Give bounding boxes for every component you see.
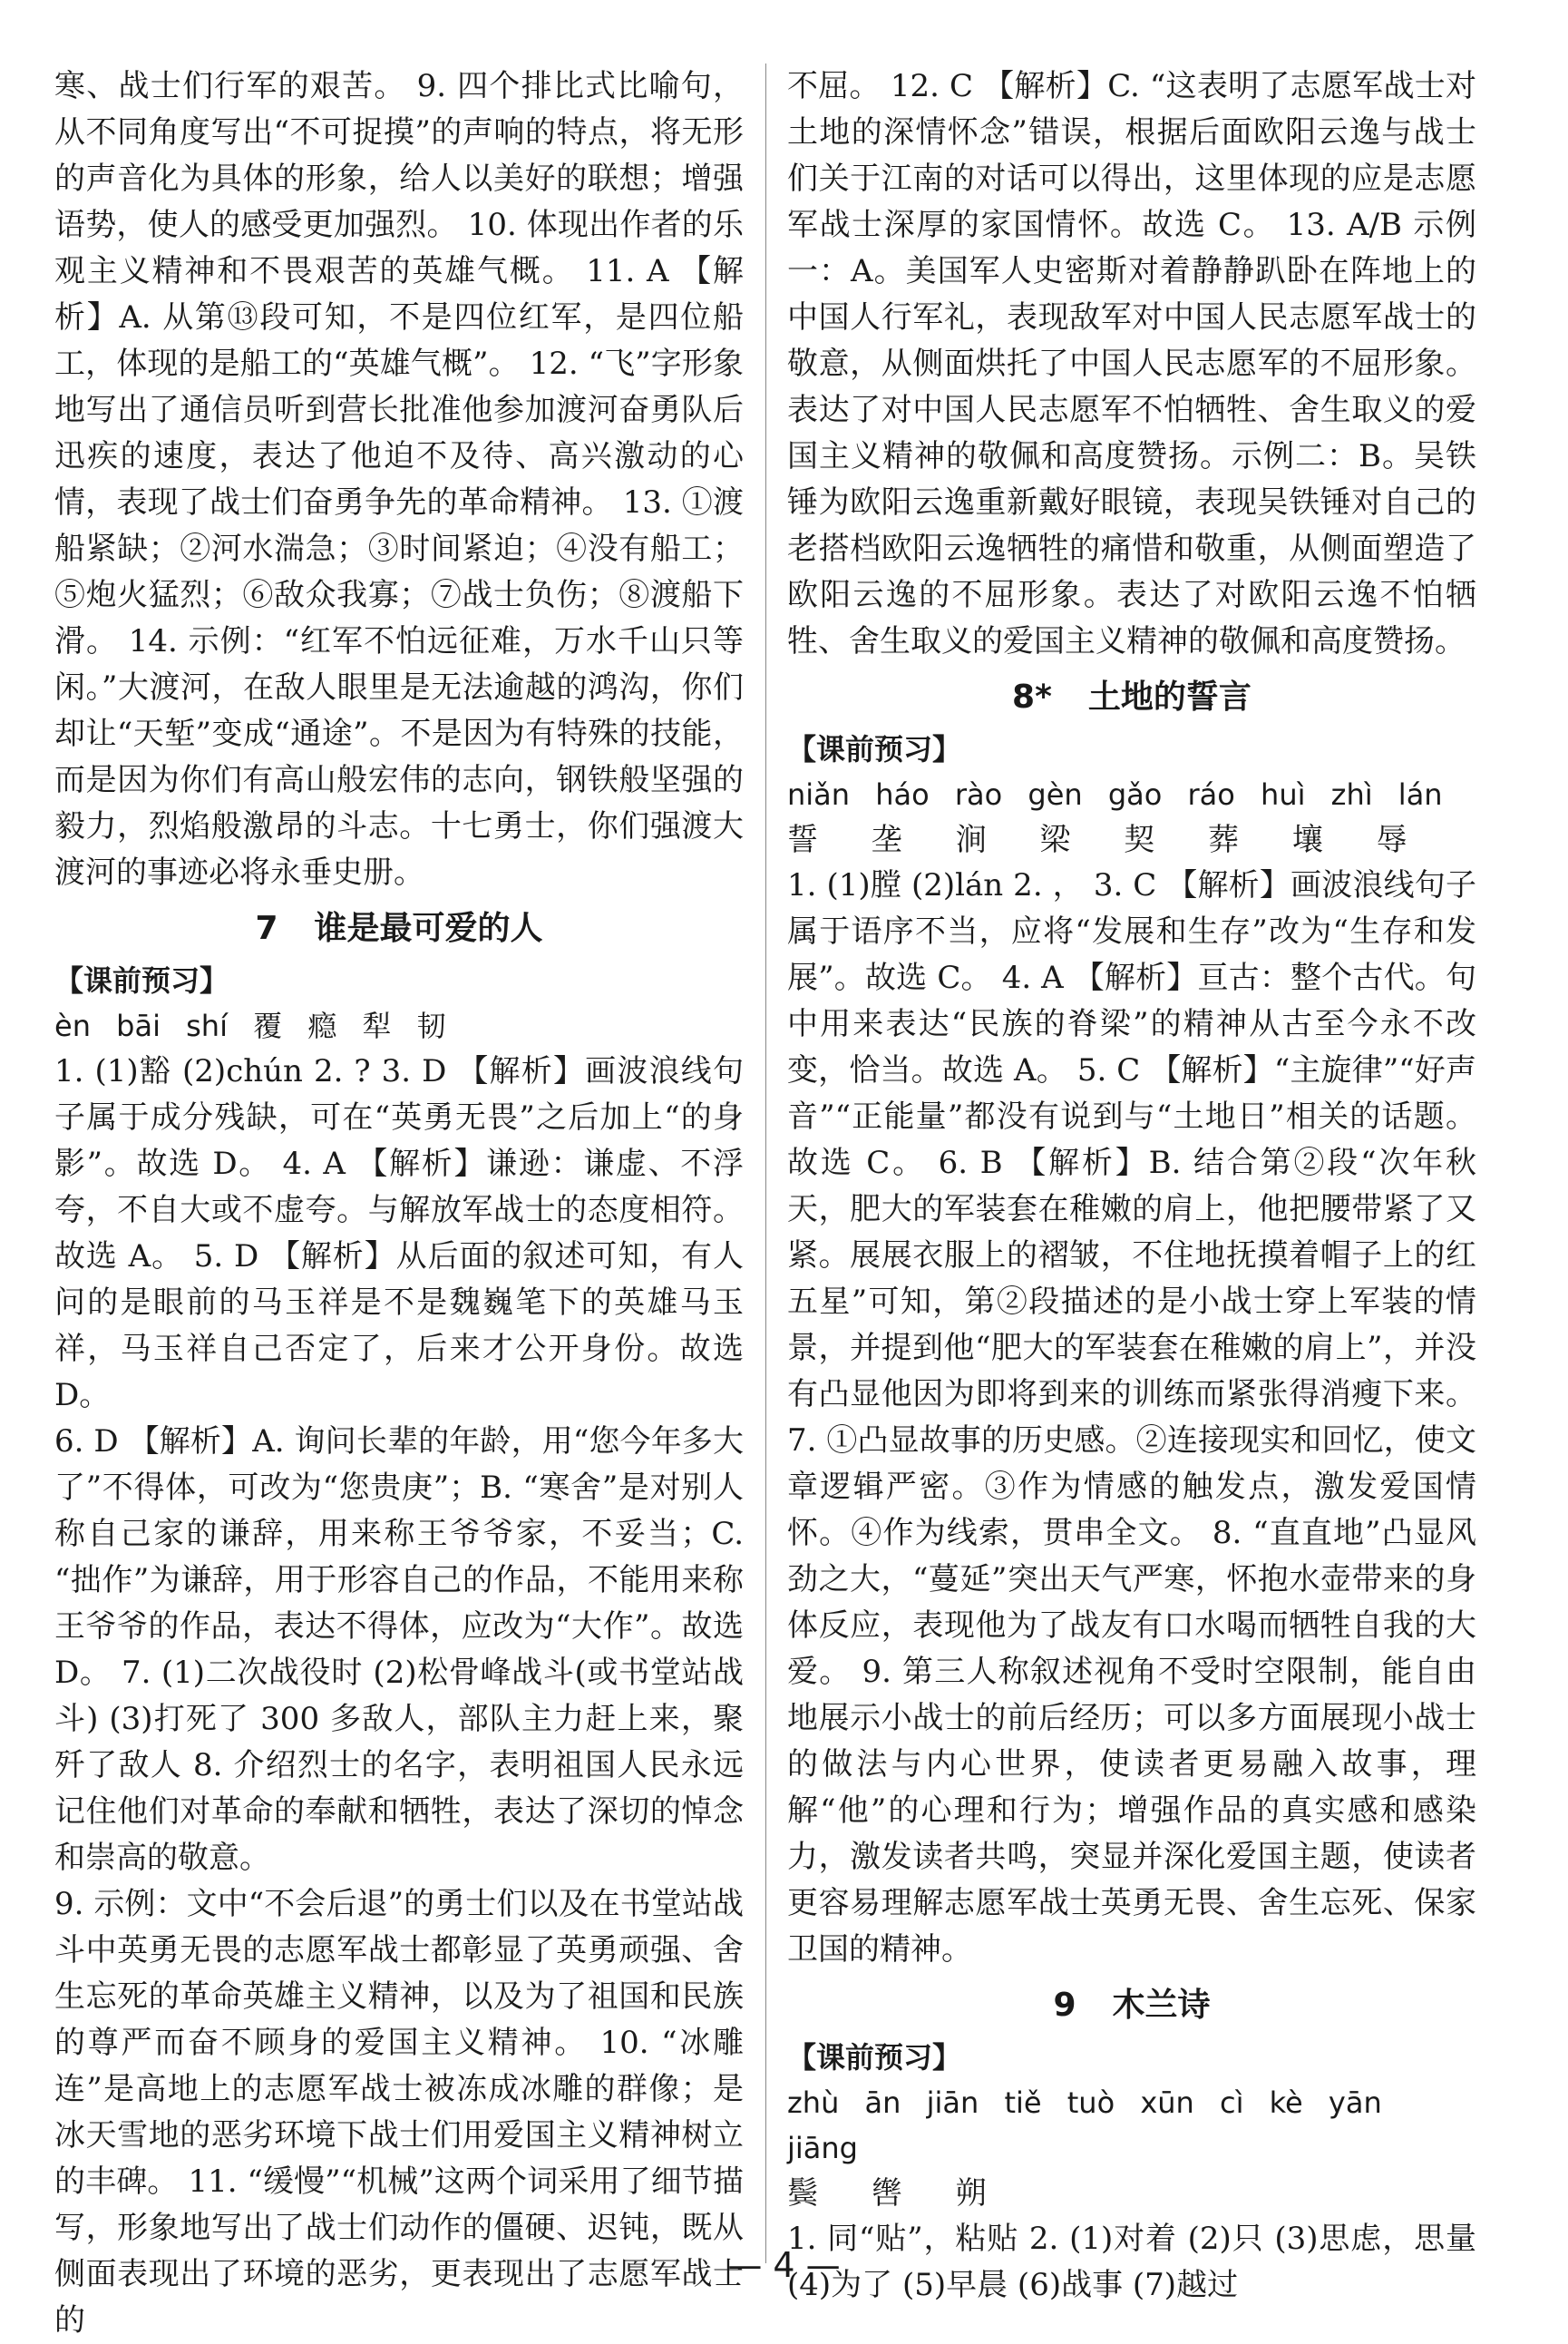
answer-paragraph: 不屈。 12. C 【解析】C. “这表明了志愿军战士对土地的深情怀念”错误，根据后面欧阳云逸与战士们关于江南的对话可以得出，这里体现的应是志愿军战士深厚的家国情怀。故选 C。 13. A/B 示例一：A。美国军人史密斯对着静静趴卧在阵地上的中国人行军礼，表现敌军对中国人民志愿军战士的敬意，从侧面烘托了中国人民志愿军的不屈形象。表达了对中国人民志愿军不怕牺牲、舍生取义的爱国主义精神的敬佩和高度赞扬。示例二：B。吴铁锤为欧阳云逸重新戴好眼镜，表现吴铁锤对自己的老搭档欧阳云逸牺牲的痛惜和敬重，从侧面塑造了欧阳云逸的不屈形象。表达了对欧阳云逸不怕牺牲、舍生取义的爱国主义精神的敬佩和高度赞扬。: [787, 68, 1476, 659]
pinyin-line: èn bāi shí 覆 瘾 犁 韧: [54, 1009, 446, 1043]
pinyin-line: niǎn háo rào gèn gǎo ráo huì zhì lán: [787, 777, 1443, 812]
character-line: 誓 垄 涧 梁 契 葬 壤 辱: [787, 822, 1429, 858]
answer-paragraph: 6. D 【解析】A. 询问长辈的年龄，用“您今年多大了”不得体，可改为“您贵庚”；B. “寒舍”是对别人称自己家的谦辞，用来称王爷爷家，不妥当；C. “拙作”为谦辞，用于形容自己的作品，不能用来称王爷爷的作品，表达不得体，应改为“大作”。故选 D。 7. (1)二次战役时 (2)松骨峰战斗(或书堂站战斗) (3)打死了 300 多敌人，部队主力赶上来，聚歼了敌人 8. 介绍烈士的名字，表明祖国人民永远记住他们对革命的奉献和牺牲，表达了深切的悼念和崇高的敬意。: [54, 1423, 744, 1876]
column-divider: [765, 63, 766, 2263]
lesson-title: 谁是最可爱的人: [314, 910, 543, 947]
answer-paragraph: 1. (1)膛 (2)lán 2. ， 3. C 【解析】画波浪线句子属于语序不当，应将“发展和生存”改为“生存和发展”。故选 C。 4. A 【解析】亘古：整个古代。句中用来表达“民族的脊梁”的精神从古至今永不改变，恰当。故选 A。 5. C 【解析】“主旋律”“好声音”“正能量”都没有说到与“土地日”相关的话题。故选 C。 6. B 【解析】B. 结合第②段“次年秋天，肥大的军装套在稚嫩的肩上，他把腰带紧了又紧。展展衣服上的褶皱，不住地抚摸着帽子上的红五星”可知，第②段描述的是小战士穿上军装的情景，并提到他“肥大的军装套在稚嫩的肩上”，并没有凸显他因为即将到来的训练而紧张得消瘦下来。 7. ①凸显故事的历史感。②连接现实和回忆，使文章逻辑严密。③作为情感的触发点，激发爱国情怀。④作为线索，贯串全文。 8. “直直地”凸显风劲之大，“蔓延”突出天气严寒，怀抱水壶带来的身体反应，表现他为了战友有口水喝而牺牲自我的大爱。 9. 第三人称叙述视角不受时空限制，能自由地展示小战士的前后经历；可以多方面展现小战士的做法与内心世界，使读者更易融入故事，理解“他”的心理和行为；增强作品的真实感和感染力，激发读者共鸣，突显并深化爱国主题，使读者更容易理解志愿军战士英勇无畏、舍生忘死、保家卫国的精神。: [787, 867, 1476, 1968]
lesson-title: 土地的誓言: [1087, 679, 1251, 716]
answer-paragraph: 寒、战士们行军的艰苦。 9. 四个排比式比喻句，从不同角度写出“不可捉摸”的声响的特点，将无形的声音化为具体的形象，给人以美好的联想；增强语势，使人的感受更加强烈。 10. 体现出作者的乐观主义精神和不畏艰苦的英雄气概。 11. A 【解析】A. 从第⑬段可知，不是四位红军，是四位船工，体现的是船工的“英雄气概”。 12. “飞”字形象地写出了通信员听到营长批准他参加渡河奋勇队后迅疾的速度，表达了他迫不及待、高兴激动的心情，表现了战士们奋勇争先的革命精神。 13. ①渡船紧缺；②河水湍急；③时间紧迫；④没有船工；⑤炮火猛烈；⑥敌众我寡；⑦战士负伤；⑧渡船下滑。 14. 示例：“红军不怕远征难，万水千山只等闲。”大渡河，在敌人眼里是无法逾越的鸿沟，你们却让“天堑”变成“通途”。不是因为有特殊的技能，而是因为你们有高山般宏伟的志向，钢铁般坚强的毅力，烈焰般激昂的斗志。十七勇士，你们强渡大渡河的事迹必将永垂史册。: [54, 68, 744, 891]
lesson-heading-7: [54, 903, 744, 954]
section-label: 【课前预习】: [787, 2040, 962, 2075]
right-column: [787, 63, 1476, 2309]
page-number: — 4 —: [727, 2245, 841, 2285]
character-line: 鬓 辔 朔: [787, 2175, 1008, 2212]
lesson-number: 8*: [1012, 679, 1052, 716]
left-column: [54, 63, 744, 2344]
lesson-number: 9: [1053, 1987, 1076, 2024]
lesson-title: 木兰诗: [1112, 1987, 1211, 2024]
answer-paragraph: 1. (1)豁 (2)chún 2. ? 3. D 【解析】画波浪线句子属于成分残缺，可在“英勇无畏”之后加上“的身影”。故选 D。 4. A 【解析】谦逊：谦虚、不浮夸，不自大或不虚夸。与解放军战士的态度相符。故选 A。 5. D 【解析】从后面的叙述可知，有人问的是眼前的马玉祥是不是魏巍笔下的英雄马玉祥，马玉祥自己否定了，后来才公开身份。故选 D。: [54, 1053, 744, 1413]
lesson-heading-9: [787, 1980, 1476, 2031]
answer-paragraph: 1. 同“贴”，粘贴 2. (1)对着 (2)只 (3)思虑，思量 (4)为了 (5)早晨 (6)战事 (7)越过: [787, 2221, 1476, 2303]
section-label: 【课前预习】: [54, 963, 229, 998]
lesson-number: 7: [255, 910, 278, 947]
answer-paragraph: 9. 示例：文中“不会后退”的勇士们以及在书堂站战斗中英勇无畏的志愿军战士都彰显了英勇顽强、舍生忘死的革命英雄主义精神，以及为了祖国和民族的尊严而奋不顾身的爱国主义精神。 10. “冰雕连”是高地上的志愿军战士被冻成冰雕的群像；是冰天雪地的恶劣环境下战士们用爱国主义精神树立的丰碑。 11. “缓慢”“机械”这两个词采用了细节描写，形象地写出了战士们动作的僵硬、迟钝，既从侧面表现出了环境的恶劣，更表现出了志愿军战士的: [54, 1886, 744, 2339]
pinyin-line: zhù ān jiān tiě tuò xūn cì kè yān jiāng: [787, 2085, 1382, 2165]
lesson-heading-8: [787, 672, 1476, 723]
section-label: 【课前预习】: [787, 732, 962, 767]
